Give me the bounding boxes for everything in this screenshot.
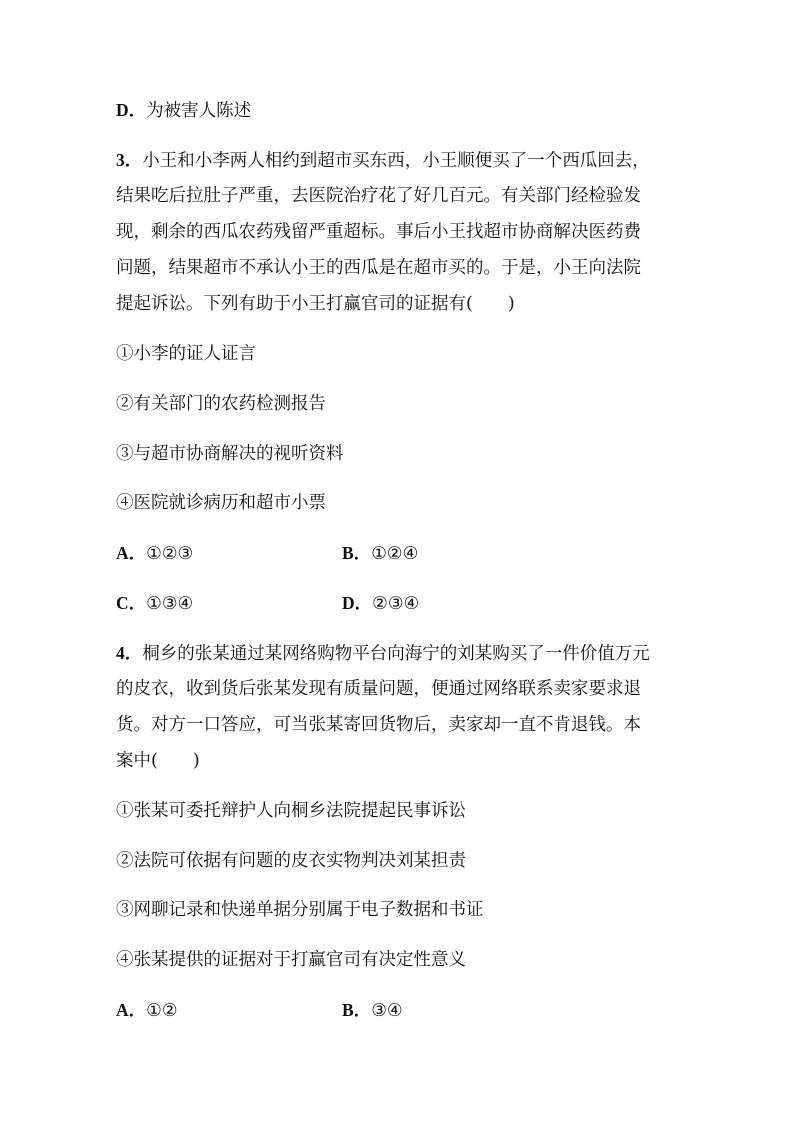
- option-text: ②③④: [372, 594, 420, 614]
- q3-stem-line-1: [116, 146, 686, 174]
- q3-statement-4: ④医院就诊病历和超市小票: [116, 493, 326, 513]
- question-number: 3．: [116, 150, 143, 170]
- stem-text: 小王和小李两人相约到超市买东西，小王顺便买了一个西瓜回去，: [142, 151, 650, 171]
- option-text: ①②: [146, 1001, 178, 1021]
- option-letter: D．: [116, 100, 147, 120]
- option-letter: B．: [342, 543, 372, 563]
- q4-option-b: [342, 996, 403, 1024]
- option-letter: A．: [116, 1000, 147, 1020]
- q4-statement-1: ①张某可委托辩护人向桐乡法院提起民事诉讼: [116, 801, 466, 821]
- option-letter: D．: [342, 593, 373, 613]
- q3-stem-line-2: 结果吃后拉肚子严重，去医院治疗花了好几百元。有关部门经检验发: [116, 186, 641, 206]
- q4-option-a: [116, 996, 178, 1024]
- q4-stem-line-3: 货。对方一口答应，可当张某寄回货物后，卖家却一直不肯退钱。本: [116, 715, 641, 735]
- question-number: 4．: [116, 643, 143, 663]
- q3-option-d: [342, 589, 419, 617]
- stem-text: 桐乡的张某通过某网络购物平台向海宁的刘某购买了一件价值万元: [142, 644, 650, 664]
- option-letter: B．: [342, 1000, 372, 1020]
- q4-stem-line-2: 的皮衣，收到货后张某发现有质量问题，便通过网络联系卖家要求退: [116, 679, 641, 699]
- option-text: ③④: [371, 1001, 403, 1021]
- option-letter: A．: [116, 543, 147, 563]
- q3-stem-line-3: 现，剩余的西瓜农药残留严重超标。事后小王找超市协商解决医药费: [116, 222, 641, 242]
- option-text: 为被害人陈述: [146, 101, 252, 121]
- q4-statement-3: ③网聊记录和快递单据分别属于电子数据和书证: [116, 900, 484, 920]
- option-text: ①②③: [146, 544, 194, 564]
- option-text: ①③④: [146, 594, 194, 614]
- q3-option-b: [342, 539, 418, 567]
- q3-statement-3: ③与超市协商解决的视听资料: [116, 444, 344, 464]
- q4-stem-line-1: [116, 639, 686, 667]
- q4-stem-line-4: 案中( ): [116, 751, 200, 771]
- q3-option-a: [116, 539, 193, 567]
- q3-stem-line-5: 提起诉讼。下列有助于小王打赢官司的证据有( ): [116, 294, 515, 314]
- q2-option-d: [116, 96, 251, 124]
- q3-option-c: [116, 589, 193, 617]
- q4-statement-2: ②法院可依据有问题的皮衣实物判决刘某担责: [116, 851, 466, 871]
- option-text: ①②④: [371, 544, 419, 564]
- q3-statement-2: ②有关部门的农药检测报告: [116, 394, 326, 414]
- q4-statement-4: ④张某提供的证据对于打赢官司有决定性意义: [116, 950, 466, 970]
- q3-stem-line-4: 问题，结果超市不承认小王的西瓜是在超市买的。于是，小王向法院: [116, 258, 641, 278]
- q3-statement-1: ①小李的证人证言: [116, 344, 256, 364]
- option-letter: C．: [116, 593, 147, 613]
